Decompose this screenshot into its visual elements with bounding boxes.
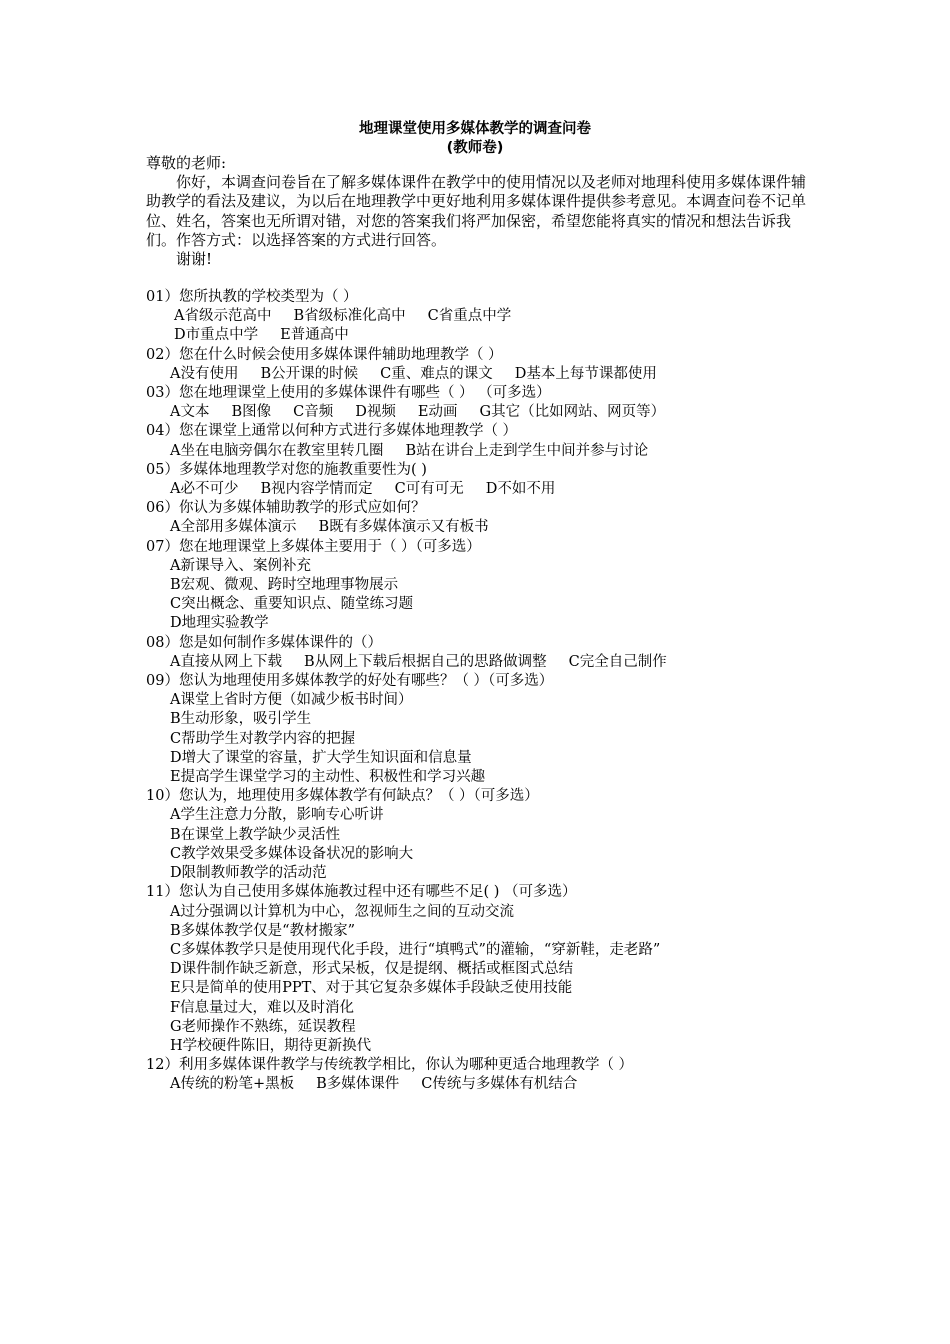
question-6: 06）你认为多媒体辅助教学的形式应如何？ xyxy=(146,500,426,517)
thanks-line: 谢谢! xyxy=(176,250,213,269)
option-line xyxy=(146,403,826,422)
answer-option: C重、难点的课文 xyxy=(380,365,493,382)
answer-option: C完全自己制作 xyxy=(568,653,667,670)
question-10: 10）您认为，地理使用多媒体教学有何缺点？（ ）（可多选） xyxy=(146,788,539,805)
answer-option: A新课导入、案例补充 xyxy=(170,557,311,574)
answer-option: G其它（比如网站、网页等） xyxy=(479,404,666,421)
option-line xyxy=(146,960,826,979)
answer-option: A没有使用 xyxy=(170,365,239,382)
option-line xyxy=(146,614,826,633)
answer-option: C帮助学生对教学内容的把握 xyxy=(170,730,356,747)
answer-option: B生动形象，吸引学生 xyxy=(170,711,312,728)
question-5: 05）多媒体地理教学对您的施教重要性为( ) xyxy=(146,461,427,478)
answer-option: B从网上下载后根据自己的思路做调整 xyxy=(303,653,547,670)
answer-option: D增大了课堂的容量，扩大学生知识面和信息量 xyxy=(170,749,472,766)
answer-option: G老师操作不熟练，延误教程 xyxy=(170,1018,356,1035)
answer-option: A全部用多媒体演示 xyxy=(170,519,297,536)
option-line xyxy=(146,653,826,672)
answer-option: B在课堂上教学缺少灵活性 xyxy=(170,826,341,843)
option-line xyxy=(146,806,826,825)
answer-option: C传统与多媒体有机结合 xyxy=(421,1076,578,1093)
question-7: 07）您在地理课堂上多媒体主要用于（ ）（可多选） xyxy=(146,538,481,555)
answer-option: C教学效果受多媒体设备状况的影响大 xyxy=(170,845,414,862)
option-line xyxy=(146,518,826,537)
answer-option: B图像 xyxy=(231,404,272,421)
answer-option: B视内容学情而定 xyxy=(260,481,373,498)
answer-option: D视频 xyxy=(355,404,396,421)
answer-option: B既有多媒体演示又有板书 xyxy=(318,519,489,536)
question-3: 03）您在地理课堂上使用的多媒体课件有哪些（ ） （可多选） xyxy=(146,385,551,402)
answer-option: A文本 xyxy=(170,404,210,421)
answer-option: A坐在电脑旁偶尔在教室里转几圈 xyxy=(170,442,384,459)
intro-paragraph: 你好，本调查问卷旨在了解多媒体课件在教学中的使用情况以及老师对地理科使用多媒体课件辅助教学的看法及建议，为以后在地理教学中更好地利用多媒体课件提供参考意见。本调查问卷不记单位、姓名，答案也无所谓对错，对您的答案我们将严加保密，希望您能将真实的情况和想法告诉我们。作答方式：以选择答案的方式进行回答。 xyxy=(146,173,807,249)
answer-option: A传统的粉笔+黑板 xyxy=(170,1076,295,1093)
option-line xyxy=(146,442,826,461)
greeting: 尊敬的老师: xyxy=(146,154,227,172)
option-line xyxy=(146,826,826,845)
answer-option: A过分强调以计算机为中心，忽视师生之间的互动交流 xyxy=(170,903,514,920)
option-line xyxy=(146,941,826,960)
answer-option: B站在讲台上走到学生中间并参与讨论 xyxy=(405,442,649,459)
option-line xyxy=(146,365,826,384)
question-9: 09）您认为地理使用多媒体教学的好处有哪些？（ ）（可多选） xyxy=(146,673,554,690)
answer-option: E普通高中 xyxy=(280,327,349,344)
answer-option: A必不可少 xyxy=(170,481,239,498)
option-line xyxy=(146,1037,826,1056)
option-line xyxy=(146,691,826,710)
option-line xyxy=(146,576,826,595)
option-line xyxy=(146,326,826,345)
answer-option: A学生注意力分散，影响专心听讲 xyxy=(170,807,384,824)
answer-option: C多媒体教学只是使用现代化手段，进行“填鸭式”的灌输，“穿新鞋，走老路” xyxy=(170,941,661,958)
answer-option: E动画 xyxy=(417,404,458,421)
answer-option: C省重点中学 xyxy=(427,308,512,325)
option-line xyxy=(146,557,826,576)
option-line xyxy=(146,903,826,922)
introduction xyxy=(146,154,806,269)
answer-option: D基本上每节课都使用 xyxy=(514,365,657,382)
answer-option: A课堂上省时方便（如减少板书时间） xyxy=(170,692,413,709)
question-1: 01）您所执教的学校类型为（ ） xyxy=(146,289,358,305)
answer-option: B省级标准化高中 xyxy=(293,308,406,325)
question-12: 12）利用多媒体课件教学与传统教学相比，你认为哪种更适合地理教学（ ） xyxy=(146,1057,634,1074)
option-line xyxy=(146,999,826,1018)
option-line xyxy=(146,922,826,941)
option-line xyxy=(146,1075,826,1094)
answer-option: D限制教师教学的活动范 xyxy=(170,865,327,882)
option-line xyxy=(146,768,826,787)
answer-option: C可有可无 xyxy=(394,481,464,498)
option-line xyxy=(146,864,826,883)
option-line xyxy=(146,480,826,499)
option-line xyxy=(146,595,826,614)
answer-option: A省级示范高中 xyxy=(174,308,272,325)
answer-option: D课件制作缺乏新意，形式呆板，仅是提纲、概括或框图式总结 xyxy=(170,961,574,978)
question-list xyxy=(146,288,826,1095)
answer-option: E提高学生课堂学习的主动性、积极性和学习兴趣 xyxy=(170,769,486,786)
answer-option: B宏观、微观、跨时空地理事物展示 xyxy=(170,577,399,594)
answer-option: F信息量过大，难以及时消化 xyxy=(170,999,355,1016)
question-8: 08）您是如何制作多媒体课件的（） xyxy=(146,634,382,651)
option-line xyxy=(146,749,826,768)
option-line xyxy=(146,979,826,998)
answer-option: A直接从网上下载 xyxy=(170,653,282,670)
answer-option: B多媒体课件 xyxy=(316,1076,400,1093)
option-line xyxy=(146,307,826,326)
answer-option: H学校硬件陈旧，期待更新换代 xyxy=(170,1037,372,1054)
answer-option: C音频 xyxy=(293,404,334,421)
answer-option: B公开课的时候 xyxy=(260,365,359,382)
question-11: 11）您认为自己使用多媒体施教过程中还有哪些不足( ) （可多选） xyxy=(146,884,577,901)
option-line xyxy=(146,710,826,729)
option-line xyxy=(146,845,826,864)
answer-option: E只是简单的使用PPT、对于其它复杂多媒体手段缺乏使用技能 xyxy=(170,980,573,997)
answer-option: C突出概念、重要知识点、随堂练习题 xyxy=(170,596,414,613)
question-2: 02）您在什么时候会使用多媒体课件辅助地理教学（ ） xyxy=(146,346,503,363)
answer-option: B多媒体教学仅是“教材搬家” xyxy=(170,922,355,939)
answer-option: D地理实验教学 xyxy=(170,615,269,632)
option-line xyxy=(146,730,826,749)
answer-option: D不如不用 xyxy=(485,481,556,498)
question-4: 04）您在课堂上通常以何种方式进行多媒体地理教学（ ） xyxy=(146,423,518,440)
document-title: 地理课堂使用多媒体教学的调查问卷 xyxy=(359,121,591,137)
option-line xyxy=(146,1018,826,1037)
answer-option: D市重点中学 xyxy=(174,327,259,344)
document-subtitle: (教师卷) xyxy=(446,140,504,156)
